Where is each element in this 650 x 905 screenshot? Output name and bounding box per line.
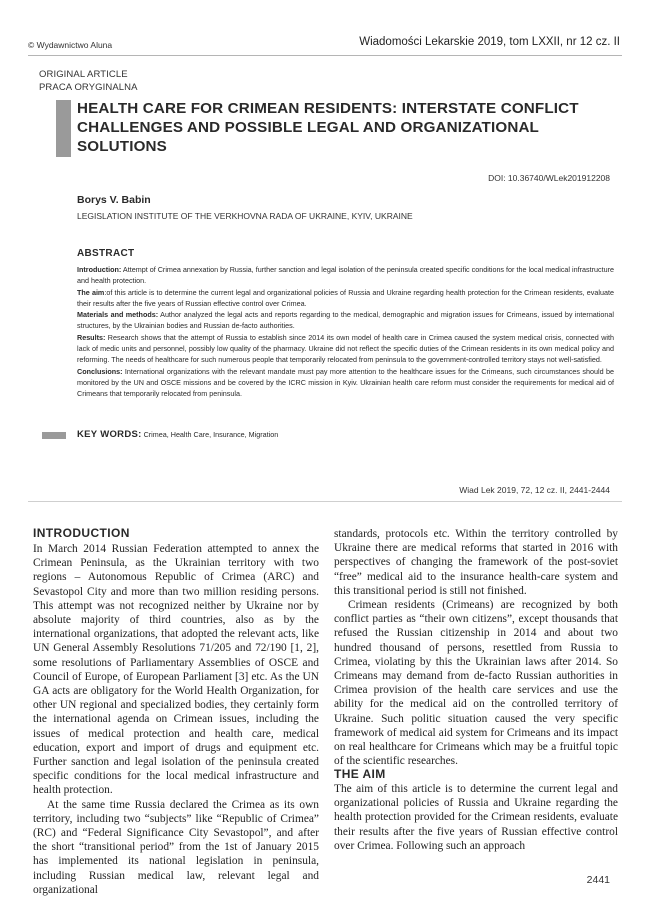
abstract-label: Results: — [77, 333, 106, 343]
abstract-conclusions — [77, 366, 614, 399]
header-divider — [28, 55, 622, 56]
copyright-notice: © Wydawnictwo Aluna — [28, 40, 113, 50]
paragraph: standards, protocols etc. Within the territory controlled by Ukraine there are medical reforms that started in 2016 with perspectives of changing the framework of the post-soviet “free” medical aid to the insurance health-care system and this transitional period is still not finished. — [334, 528, 618, 597]
keywords — [77, 429, 278, 440]
abstract-text: :of this article is to determine the current legal and organizational policies of Russia and Ukraine regarding health protection for the Crimean residents, evaluate their results after the five years of Russian effective control over Crimea. — [77, 287, 614, 308]
abstract-body — [77, 264, 614, 400]
abstract-text: Attempt of Crimea annexation by Russia, further sanction and legal isolation of the peninsula created specific conditions for the local medical infrastructure and health protection. — [77, 265, 614, 286]
paragraph: In March 2014 Russian Federation attempted to annex the Crimean Peninsula, as the Ukrainian territory with two regions – Autonomous Republic of Crimea (ARC) and Sevastopol City and more than two million residing persons. This attempt was not recognized neither by Ukraine nor by absolute majority of third countries, also as by the international organizations, that adopted the relevant acts, like UN General Assembly Resolutions 71/205 and 72/190 [1, 2], some resolutions of Parliamentary Assemblies of OSCE and Council of Europe, of European Parliament [3] etc. As the UN GA acts are obligatory for the World Health Organization, for other UN regional and specialized bodies, they certainly form the international agenda on Crimean issues, including the issues of medical protection and health care, medical education, export and import of drugs and equipment etc. Further sanction and legal isolation of the peninsula created specific conditions for the local medical infrastructure and health protection. — [33, 543, 319, 797]
introduction-heading: INTRODUCTION — [33, 526, 130, 540]
abstract-label: Introduction: — [77, 265, 122, 274]
article-type — [39, 68, 138, 94]
keywords-label: KEY WORDS: — [77, 429, 142, 440]
abstract-introduction — [77, 264, 614, 286]
abstract-label: Conclusions: — [77, 366, 123, 376]
abstract-label: Materials and methods: — [77, 310, 159, 320]
right-column-top — [334, 527, 618, 768]
author-name: Borys V. Babin — [77, 194, 151, 206]
aim-heading: THE AIM — [334, 767, 386, 781]
keywords-value: Crimea, Health Care, Insurance, Migration — [141, 430, 279, 439]
author-affiliation: LEGISLATION INSTITUTE OF THE VERKHOVNA RADA OF UKRAINE, KYIV, UKRAINE — [77, 211, 413, 221]
abstract-text: Author analyzed the legal acts and reports regarding to the medical, demographic and migration issues for Crimeans, issued by international structures, by the Ukrainian bodies and Russian de-facto authorities. — [77, 310, 614, 331]
journal-header: Wiadomości Lekarskie 2019, tom LXXII, nr 12 cz. II — [359, 36, 620, 48]
abstract-results — [77, 332, 614, 365]
citation-divider — [28, 501, 622, 502]
abstract-methods — [77, 309, 614, 331]
paragraph: The aim of this article is to determine the current legal and organizational policies of Russia and Ukraine regarding the health protection provided for the Crimean residents, evaluate their results after the five years of Russian effective control over Crimea. Following such an approach — [334, 783, 618, 852]
article-title: HEALTH CARE FOR CRIMEAN RESIDENTS: INTERSTATE CONFLICT CHALLENGES AND POSSIBLE LEGAL AND ORGANIZATIONAL SOLUTIONS — [77, 100, 579, 155]
abstract-text: Research shows that the attempt of Russia to establish since 2014 its own model of health care in Crimea caused the system medical crisis, connected with lack of medic units and personnel, possibly low quality of the pharmacy. Ukraine did not reflect the specific duties of the Crimean residents in its own medical policy and reforming. The needs of healthcare for such numerous people that temporarily relocated from peninsula to the government-controlled territory stays not well-satisfied. — [77, 333, 614, 365]
abstract-aim — [77, 287, 614, 309]
citation: Wiad Lek 2019, 72, 12 cz. II, 2441-2444 — [459, 485, 610, 495]
title-accent-bar — [56, 100, 71, 157]
doi[interactable]: DOI: 10.36740/WLek201912208 — [488, 173, 610, 183]
right-column-aim — [334, 782, 618, 853]
article-type-pl: PRACA ORYGINALNA — [39, 82, 138, 93]
abstract-heading: ABSTRACT — [77, 248, 135, 259]
paragraph: Crimean residents (Crimeans) are recognized by both conflict parties as “their own citizens”, except thousands that refused the Russian citizenship in 2014 and about two hundred thousand of persons, resettled from Russia to Crimea, violating by this the Ukrainian laws after 2014. So Crimeans may demand from de-facto Russian authorities in Crimea provision of the health care services and use the ability for the medical aid on the controlled territory of Ukraine. Such politic situation caused the very specific framework of medical aid system for Crimeans and its impact on real healthcare for Crimeans which may be a fruitful topic of the scientific researches. — [334, 599, 618, 768]
keywords-accent-bar — [42, 432, 66, 439]
abstract-text: International organizations with the relevant mandate must pay more attention to the healthcare issues for the Crimeans, such circumstances should be monitored by the UN and OSCE missions and be covered by the ICRC mission in Kyiv. Ukrainian health care reform must consider the requirements for medical aid of Crimeans that temporarily relocated from peninsula. — [77, 366, 614, 399]
paragraph: At the same time Russia declared the Crimea as its own territory, including two “subjects” like “Republic of Crimea” (RC) and “Federal Significance City Sevastopol”, and after the short “transitional period” from the 1st of January 2015 has implemented its national legislation in peninsula, including Russian medical law, relevant legal and organizational — [33, 798, 319, 896]
article-type-en: ORIGINAL ARTICLE — [39, 69, 128, 80]
left-column — [33, 542, 319, 897]
abstract-label: The aim — [77, 287, 105, 297]
page-number: 2441 — [586, 874, 610, 886]
